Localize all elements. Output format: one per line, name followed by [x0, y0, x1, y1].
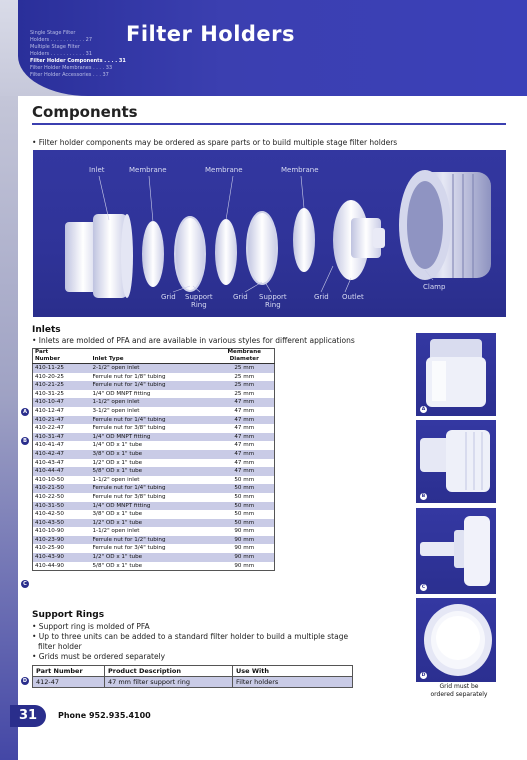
diameter-cell: 47 mm	[215, 416, 275, 425]
diameter-cell: 50 mm	[234, 511, 255, 518]
table-row	[33, 553, 275, 562]
part-number-cell: 410-43-90	[33, 553, 91, 562]
diameter-cell: 25 mm	[215, 381, 275, 390]
inlet-type-cell: Ferrule nut for 3/8" tubing	[92, 425, 166, 432]
inlet-type-cell: Ferrule nut for 1/2" tubing	[91, 536, 215, 545]
toc-item[interactable]: Multiple Stage Filter	[30, 44, 80, 50]
inlet-type-cell: 1-1/2" open inlet	[92, 476, 140, 483]
inlet-photo-a	[416, 333, 496, 416]
label-clamp: Clamp	[423, 283, 446, 291]
part-number-cell: 412-47	[33, 677, 105, 688]
diameter-cell: 47 mm	[234, 425, 255, 432]
inlet-type-cell: 1/2" OD x 1" tube	[92, 459, 143, 466]
diameter-cell: 50 mm	[234, 476, 255, 483]
part-number-cell: 410-21-47	[33, 416, 91, 425]
thumb-label: B	[421, 494, 426, 499]
label-support-ring: Support Ring	[185, 293, 213, 309]
inlet-c-illustration	[416, 508, 496, 594]
toc-item[interactable]: Filter Holder Membranes . . . . 33	[30, 65, 113, 71]
part-number-cell: 410-42-47	[33, 450, 91, 459]
label-support-ring: Support Ring	[259, 293, 287, 309]
diameter-cell: 90 mm	[234, 528, 255, 535]
description-cell: 47 mm filter support ring	[105, 677, 233, 688]
part-number-cell: 410-43-47	[35, 459, 64, 466]
part-number-cell: 410-22-50	[35, 493, 64, 500]
part-number-cell: 410-12-47	[35, 407, 64, 414]
inlet-type-cell: 3-1/2" open inlet	[92, 407, 140, 414]
diameter-cell: 90 mm	[215, 553, 275, 562]
diameter-cell: 25 mm	[234, 390, 255, 397]
table-row	[33, 510, 275, 519]
diameter-cell: 90 mm	[234, 545, 255, 552]
inlet-part	[65, 214, 133, 298]
table-row	[33, 519, 275, 528]
inlet-type-cell: 5/8" OD x 1" tube	[92, 562, 143, 569]
table-row	[33, 390, 275, 399]
components-bullet: • Filter holder components may be ordered as spare parts or to build multiple stage filter holders	[32, 138, 398, 147]
label-membrane: Membrane	[281, 166, 319, 174]
support-ring-table	[32, 665, 353, 688]
diameter-cell: 47 mm	[234, 407, 255, 414]
label-inlet: Inlet	[89, 166, 105, 174]
inlet-type-cell: 2-1/2" open inlet	[91, 364, 215, 373]
page-title: Filter Holders	[126, 22, 296, 46]
toc-item[interactable]: Holders . . . . . . . . . . . 31	[30, 51, 93, 57]
part-number-cell: 410-20-25	[35, 373, 64, 380]
inlets-heading: Inlets	[32, 325, 61, 335]
marker-a: A	[21, 408, 29, 416]
table-row	[33, 416, 275, 425]
inlet-type-cell: 5/8" OD x 1" tube	[91, 467, 215, 476]
grid-note: Grid must be ordered separately	[430, 683, 488, 698]
table-row	[33, 398, 275, 407]
left-color-band	[0, 96, 18, 760]
inlet-b-illustration	[416, 420, 496, 503]
grid-disc	[247, 212, 277, 284]
marker-c: C	[21, 580, 29, 588]
label-grid: Grid	[314, 293, 329, 301]
part-number-cell: 410-44-90	[35, 562, 64, 569]
col-header: Diameter	[215, 356, 275, 364]
diameter-cell: 90 mm	[234, 562, 255, 569]
inlet-photo-b	[416, 420, 496, 503]
inlet-type-cell: Ferrule nut for 3/8" tubing	[92, 493, 166, 500]
inlet-a-illustration	[416, 333, 496, 416]
table-row	[33, 562, 275, 571]
table-row	[33, 677, 353, 688]
col-header: Membrane	[227, 349, 261, 355]
components-illustration	[33, 150, 506, 317]
membrane-disc	[293, 208, 315, 272]
diameter-cell: 47 mm	[215, 467, 275, 476]
col-header: Part Number	[33, 666, 105, 677]
support-ring-photo	[416, 598, 496, 682]
label-grid: Grid	[233, 293, 248, 301]
diameter-cell: 50 mm	[215, 502, 275, 511]
table-row	[33, 407, 275, 416]
table-row	[33, 544, 275, 553]
table-row	[33, 502, 275, 511]
diameter-cell: 50 mm	[215, 484, 275, 493]
col-header: Inlet Type	[91, 356, 215, 364]
diameter-cell: 47 mm	[215, 398, 275, 407]
support-rings-bullet: • Up to three units can be added to a standard filter holder to build a multiple stage	[32, 632, 349, 641]
toc-item[interactable]: Filter Holder Accessories . . . 37	[30, 72, 109, 78]
part-number-cell: 410-10-47	[33, 398, 91, 407]
toc-item[interactable]: Single Stage Filter	[30, 30, 76, 36]
table-row	[33, 527, 275, 536]
label-membrane: Membrane	[205, 166, 243, 174]
membrane-disc	[142, 221, 164, 287]
table-row	[33, 373, 275, 382]
diameter-cell: 47 mm	[234, 442, 255, 449]
inlet-type-cell: 1/4" OD MNPT fitting	[91, 502, 215, 511]
toc-item[interactable]: Holders . . . . . . . . . . . 27	[30, 37, 93, 43]
inlet-type-cell: Ferrule nut for 1/4" tubing	[91, 484, 215, 493]
diameter-cell: 47 mm	[234, 459, 255, 466]
table-row	[33, 381, 275, 390]
inlet-type-cell: 3/8" OD x 1" tube	[92, 511, 143, 518]
components-heading: Components	[32, 103, 138, 121]
marker-b: B	[21, 437, 29, 445]
table-row	[33, 424, 275, 433]
inlet-type-cell: 1-1/2" open inlet	[91, 398, 215, 407]
part-number-cell: 410-21-25	[33, 381, 91, 390]
diameter-cell: 25 mm	[215, 364, 275, 373]
diameter-cell: 47 mm	[215, 450, 275, 459]
support-rings-bullet: • Grids must be ordered separately	[32, 652, 166, 661]
inlets-table-body	[33, 364, 275, 571]
support-rings-bullet: filter holder	[38, 642, 82, 651]
inlet-type-cell: Ferrule nut for 3/4" tubing	[92, 545, 166, 552]
part-number-cell: 410-22-47	[35, 425, 64, 432]
part-number-cell: 410-31-50	[33, 502, 91, 511]
table-row	[33, 459, 275, 468]
support-rings-bullet: • Support ring is molded of PFA	[32, 622, 150, 631]
table-row	[33, 476, 275, 485]
part-number-cell: 410-44-47	[33, 467, 91, 476]
part-number-cell: 410-31-47	[33, 433, 91, 442]
inlet-type-cell: 3/8" OD x 1" tube	[91, 450, 215, 459]
col-header: Use With	[233, 666, 353, 677]
grid-disc	[175, 217, 205, 291]
part-number-cell: 410-42-50	[35, 511, 64, 518]
inlet-type-cell: Ferrule nut for 1/4" tubing	[91, 416, 215, 425]
use-with-cell: Filter holders	[233, 677, 353, 688]
thumb-label: A	[421, 407, 426, 412]
inlet-photo-c	[416, 508, 496, 594]
section-toc	[30, 30, 126, 79]
inlet-type-cell: Ferrule nut for 1/4" tubing	[91, 381, 215, 390]
page-number: 31	[10, 705, 46, 727]
part-number-cell: 410-43-50	[33, 519, 91, 528]
marker-d: D	[22, 678, 28, 684]
footer-phone: Phone 952.935.4100	[58, 711, 151, 720]
inlet-type-cell: 1/2" OD x 1" tube	[91, 553, 215, 562]
part-number-cell: 410-23-90	[33, 536, 91, 545]
part-number-cell: 410-21-50	[33, 484, 91, 493]
col-header: Part	[35, 349, 49, 355]
label-outlet: Outlet	[342, 293, 364, 301]
part-number-cell: 410-11-25	[33, 364, 91, 373]
table-row	[33, 450, 275, 459]
diameter-cell: 50 mm	[234, 493, 255, 500]
part-number-cell: 410-25-90	[35, 545, 64, 552]
col-header: Number	[33, 356, 91, 364]
clamp-part	[399, 170, 491, 280]
support-rings-heading: Support Rings	[32, 610, 105, 620]
support-ring-illustration	[416, 598, 496, 682]
part-number-cell: 410-31-25	[35, 390, 64, 397]
table-row	[33, 364, 275, 373]
inlet-type-cell: 1-1/2" open inlet	[92, 528, 140, 535]
part-number-cell: 410-10-50	[35, 476, 64, 483]
inlets-table	[32, 348, 275, 571]
toc-item-active[interactable]: Filter Holder Components . . . . 31	[30, 58, 126, 64]
inlet-type-cell: 1/4" OD MNPT fitting	[91, 433, 215, 442]
outlet-part	[333, 200, 385, 280]
inlet-type-cell: 1/2" OD x 1" tube	[91, 519, 215, 528]
table-row	[33, 467, 275, 476]
diameter-cell: 47 mm	[215, 433, 275, 442]
membrane-disc	[215, 219, 237, 285]
thumb-label: C	[421, 585, 426, 590]
table-row	[33, 484, 275, 493]
part-number-cell: 410-10-90	[35, 528, 64, 535]
inlet-type-cell: 1/4" OD x 1" tube	[92, 442, 143, 449]
diameter-cell: 50 mm	[215, 519, 275, 528]
label-membrane: Membrane	[129, 166, 167, 174]
label-grid: Grid	[161, 293, 176, 301]
part-number-cell: 410-41-47	[35, 442, 64, 449]
components-photo	[33, 150, 506, 317]
inlet-type-cell: Ferrule nut for 1/8" tubing	[92, 373, 166, 380]
table-row	[33, 493, 275, 502]
thumb-label: D	[421, 673, 426, 678]
table-row	[33, 433, 275, 442]
col-header: Product Description	[105, 666, 233, 677]
inlets-bullet: • Inlets are molded of PFA and are available in various styles for different applications	[32, 336, 355, 345]
heading-rule	[32, 123, 506, 125]
diameter-cell: 90 mm	[215, 536, 275, 545]
table-row	[33, 441, 275, 450]
inlet-type-cell: 1/4" OD MNPT fitting	[92, 390, 151, 397]
diameter-cell: 25 mm	[234, 373, 255, 380]
table-row	[33, 536, 275, 545]
